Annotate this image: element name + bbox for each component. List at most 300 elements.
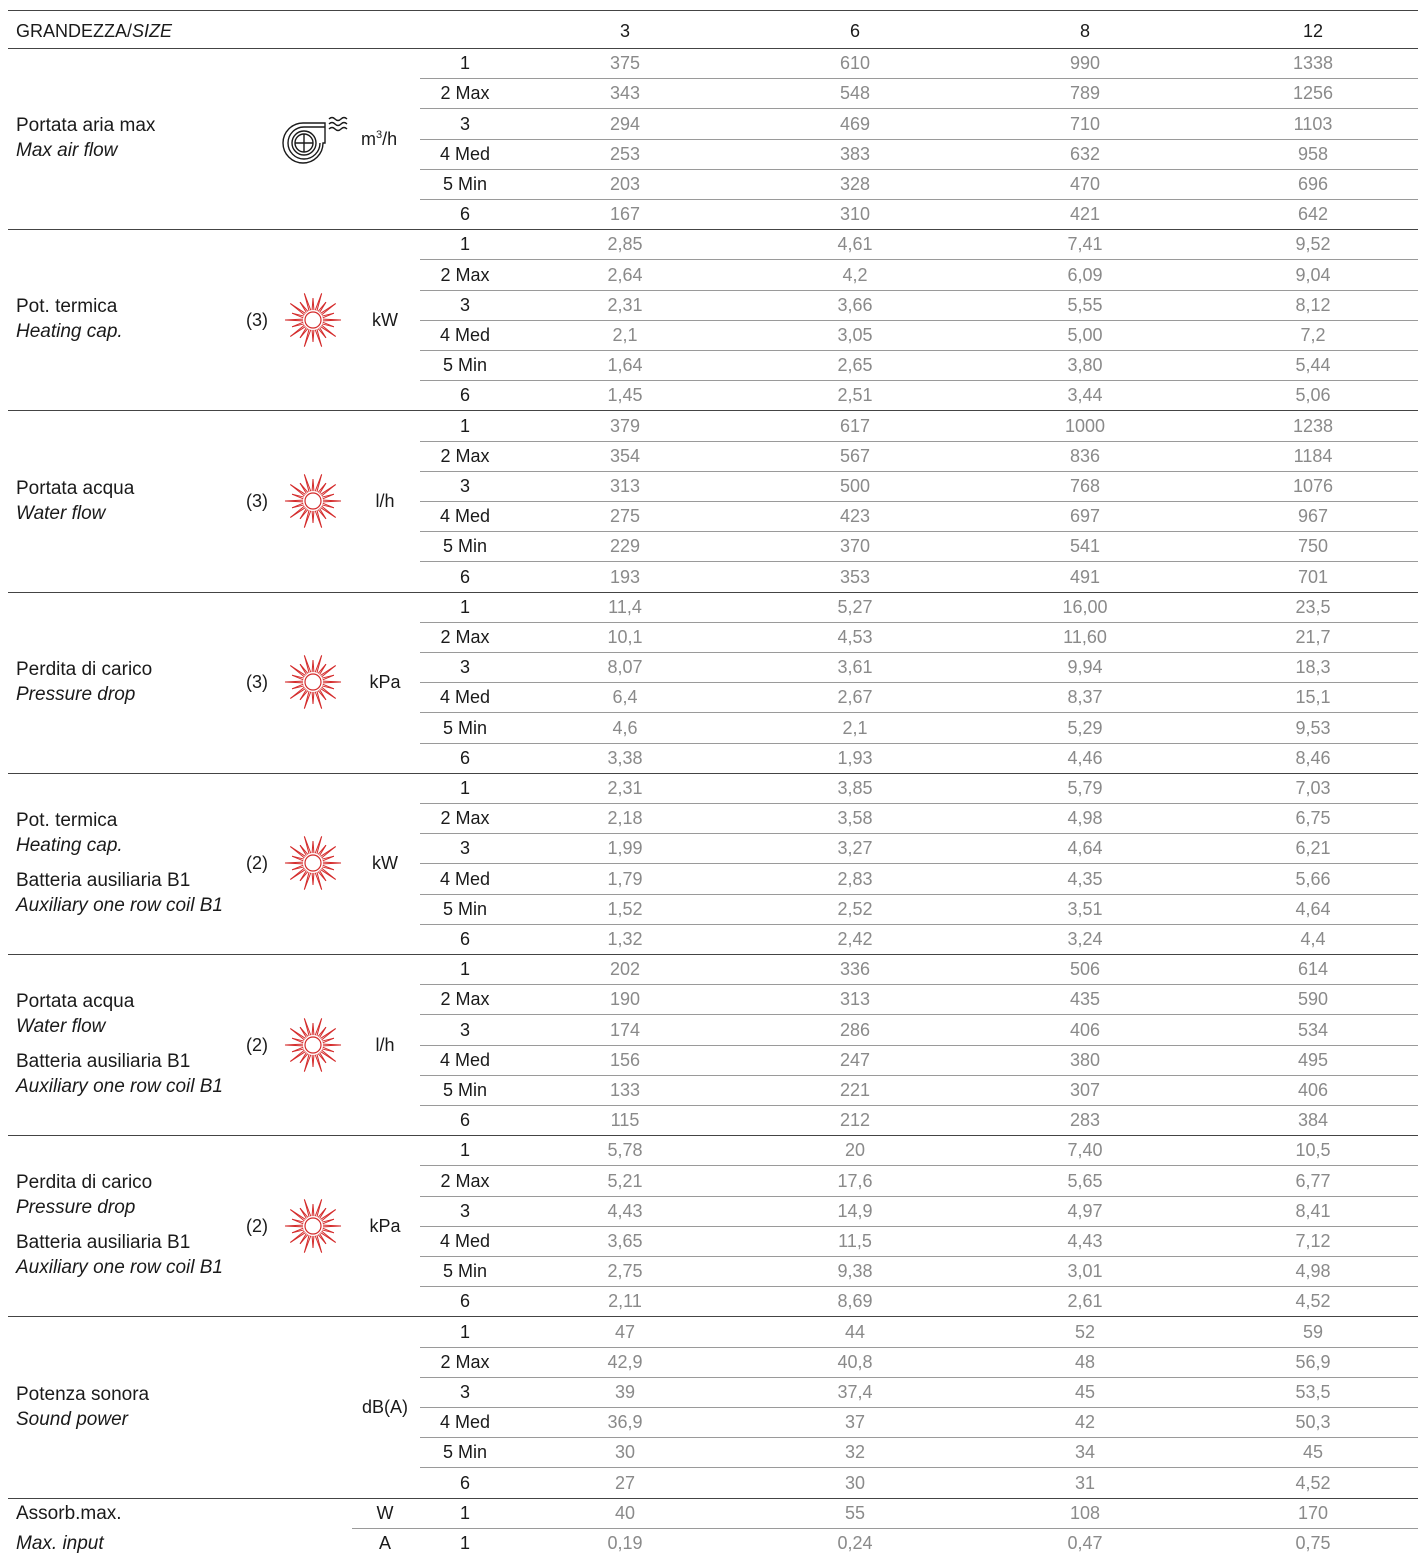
value-cell: 696 xyxy=(1297,173,1329,194)
sun-heating-icon xyxy=(281,1194,345,1258)
speed-label: 3 xyxy=(459,294,470,315)
value-cell: 115 xyxy=(610,1110,640,1131)
speed-label: 6 xyxy=(459,204,470,225)
value-cell: 174 xyxy=(609,1019,641,1040)
row-divider xyxy=(420,833,1418,834)
section-label-italic: Water flow xyxy=(16,1016,106,1038)
sun-heating-icon xyxy=(281,831,345,895)
value-cell: 353 xyxy=(839,566,871,587)
value-cell: 1184 xyxy=(1293,445,1333,466)
value-cell: 42 xyxy=(1074,1412,1096,1433)
speed-label: 2 Max xyxy=(440,445,490,466)
value-cell: 32 xyxy=(844,1442,866,1463)
value-cell: 3,05 xyxy=(837,324,873,345)
value-cell: 8,07 xyxy=(607,657,643,678)
value-cell: 247 xyxy=(839,1049,871,1070)
value-cell: 221 xyxy=(839,1079,871,1100)
value-cell: 170 xyxy=(1297,1502,1329,1523)
speed-label: 1 xyxy=(459,1140,470,1161)
unit-label: kW xyxy=(372,309,398,330)
speed-label: 6 xyxy=(459,1291,470,1312)
row-divider xyxy=(420,1256,1418,1257)
value-cell: 1238 xyxy=(1292,415,1334,436)
value-cell: 4,2 xyxy=(842,264,868,285)
unit-label: kPa xyxy=(369,1215,401,1236)
value-cell: 253 xyxy=(609,143,641,164)
row-divider xyxy=(420,1196,1418,1197)
value-cell: 1,99 xyxy=(607,838,643,859)
value-cell: 750 xyxy=(1297,536,1329,557)
row-divider xyxy=(420,78,1418,79)
value-cell: 375 xyxy=(609,53,641,74)
value-cell: 5,00 xyxy=(1067,324,1103,345)
speed-label: 6 xyxy=(459,1110,470,1131)
section-label: Potenza sonora xyxy=(16,1383,150,1405)
value-cell: 328 xyxy=(839,173,871,194)
speed-label: 1 xyxy=(459,234,470,255)
value-cell: 541 xyxy=(1069,536,1101,557)
value-cell: 31 xyxy=(1074,1472,1096,1493)
section-label-italic: Pressure drop xyxy=(16,1197,136,1219)
value-cell: 617 xyxy=(839,415,871,436)
value-cell: 7,40 xyxy=(1067,1140,1103,1161)
value-cell: 6,75 xyxy=(1295,808,1331,829)
value-cell: 380 xyxy=(1069,1049,1101,1070)
value-cell: 343 xyxy=(609,83,641,104)
size-header-label xyxy=(16,20,172,42)
value-cell: 6,4 xyxy=(612,687,638,708)
value-cell: 8,41 xyxy=(1295,1200,1331,1221)
row-divider xyxy=(420,1014,1418,1015)
row-divider xyxy=(420,350,1418,351)
value-cell: 1,79 xyxy=(607,868,643,889)
centrifugal-fan-icon xyxy=(273,113,353,169)
speed-label: 3 xyxy=(459,838,470,859)
value-cell: 9,52 xyxy=(1295,234,1331,255)
value-cell: 5,21 xyxy=(607,1170,643,1191)
speed-label: 5 Min xyxy=(442,536,487,557)
section-label: Batteria ausiliaria B1 xyxy=(16,1051,191,1073)
value-cell: 1,93 xyxy=(837,747,873,768)
row-divider xyxy=(420,682,1418,683)
value-cell: 3,44 xyxy=(1067,385,1103,406)
section-label-italic: Max. input xyxy=(16,1532,104,1554)
value-cell: 534 xyxy=(1297,1019,1329,1040)
value-cell: 2,31 xyxy=(607,777,643,798)
value-cell: 8,69 xyxy=(837,1291,873,1312)
row-divider xyxy=(420,380,1418,381)
value-cell: 1256 xyxy=(1292,83,1334,104)
value-cell: 500 xyxy=(839,475,871,496)
value-cell: 0,19 xyxy=(607,1532,643,1553)
value-cell: 5,79 xyxy=(1067,777,1103,798)
value-cell: 4,64 xyxy=(1295,898,1331,919)
value-cell: 548 xyxy=(839,83,871,104)
value-cell: 2,11 xyxy=(608,1291,642,1312)
value-cell: 4,64 xyxy=(1067,838,1103,859)
value-cell: 202 xyxy=(609,959,641,980)
section-label-italic: Water flow xyxy=(16,502,106,524)
row-divider xyxy=(420,803,1418,804)
value-cell: 37,4 xyxy=(837,1381,873,1402)
value-cell: 39 xyxy=(614,1381,636,1402)
value-cell: 5,78 xyxy=(607,1140,643,1161)
speed-label: 1 xyxy=(459,777,470,798)
value-cell: 5,29 xyxy=(1067,717,1103,738)
value-cell: 45 xyxy=(1074,1381,1096,1402)
row-divider xyxy=(8,410,1418,411)
value-cell: 3,27 xyxy=(837,838,873,859)
value-cell: 1,32 xyxy=(607,928,643,949)
value-cell: 307 xyxy=(1069,1079,1101,1100)
unit-label: kPa xyxy=(369,672,401,693)
speed-label: 5 Min xyxy=(442,1079,487,1100)
sun-heating-icon xyxy=(281,469,345,533)
value-cell: 9,53 xyxy=(1295,717,1331,738)
value-cell: 2,18 xyxy=(607,808,643,829)
condition-note: (3) xyxy=(246,672,268,693)
speed-label: 5 Min xyxy=(442,898,487,919)
value-cell: 10,5 xyxy=(1295,1140,1331,1161)
speed-label: 6 xyxy=(459,385,470,406)
speed-label: 1 xyxy=(459,1532,470,1553)
row-divider xyxy=(8,773,1418,774)
value-cell: 310 xyxy=(839,204,871,225)
row-divider xyxy=(8,10,1418,11)
value-cell: 8,12 xyxy=(1295,294,1331,315)
value-cell: 59 xyxy=(1302,1321,1324,1342)
section-label: Perdita di carico xyxy=(16,658,153,680)
section-label-italic: Heating cap. xyxy=(16,321,123,343)
value-cell: 156 xyxy=(609,1049,641,1070)
speed-label: 6 xyxy=(459,928,470,949)
value-cell: 8,37 xyxy=(1067,687,1103,708)
row-divider xyxy=(8,1498,1418,1499)
value-cell: 4,98 xyxy=(1295,1261,1331,1282)
value-cell: 370 xyxy=(839,536,871,557)
section-label-italic: Auxiliary one row coil B1 xyxy=(16,1257,223,1279)
value-cell: 48 xyxy=(1074,1351,1096,1372)
value-cell: 190 xyxy=(609,989,641,1010)
speed-label: 2 Max xyxy=(440,808,490,829)
speed-label: 4 Med xyxy=(439,1230,491,1251)
row-divider xyxy=(420,894,1418,895)
value-cell: 5,44 xyxy=(1295,355,1331,376)
value-cell: 3,01 xyxy=(1067,1261,1103,1282)
value-cell: 0,47 xyxy=(1067,1532,1103,1553)
value-cell: 193 xyxy=(609,566,641,587)
value-cell: 4,61 xyxy=(837,234,873,255)
value-cell: 4,43 xyxy=(607,1200,643,1221)
value-cell: 2,85 xyxy=(607,234,643,255)
value-cell: 30 xyxy=(844,1472,866,1493)
section-label-italic: Pressure drop xyxy=(16,683,136,705)
value-cell: 21,7 xyxy=(1295,626,1331,647)
speed-label: 2 Max xyxy=(440,264,490,285)
value-cell: 423 xyxy=(839,506,871,527)
unit-superscript: 3 xyxy=(376,128,383,141)
unit-label: l/h xyxy=(375,491,395,511)
condition-note: (2) xyxy=(246,1215,268,1236)
value-cell: 406 xyxy=(1297,1079,1329,1100)
value-cell: 9,04 xyxy=(1295,264,1331,285)
value-cell: 16,00 xyxy=(1062,596,1108,617)
speed-label: 5 Min xyxy=(442,1261,487,1282)
speed-label: 2 Max xyxy=(440,626,490,647)
value-cell: 2,67 xyxy=(837,687,873,708)
value-cell: 47 xyxy=(614,1321,636,1342)
value-cell: 421 xyxy=(1069,204,1101,225)
value-cell: 567 xyxy=(839,445,871,466)
value-cell: 36,9 xyxy=(607,1412,643,1433)
value-cell: 4,4 xyxy=(1300,928,1326,949)
row-divider xyxy=(420,1165,1418,1166)
value-cell: 610 xyxy=(839,53,871,74)
row-divider xyxy=(420,108,1418,109)
row-divider xyxy=(352,1528,1418,1529)
unit-label: kW xyxy=(372,853,398,874)
row-divider xyxy=(420,743,1418,744)
speed-label: 2 Max xyxy=(440,1170,490,1191)
value-cell: 30 xyxy=(614,1442,636,1463)
unit-tail: /h xyxy=(382,128,398,149)
row-divider xyxy=(420,863,1418,864)
row-divider xyxy=(420,1377,1418,1378)
value-cell: 3,38 xyxy=(607,747,643,768)
value-cell: 3,65 xyxy=(607,1230,643,1251)
speed-label: 3 xyxy=(459,113,470,134)
value-cell: 0,75 xyxy=(1295,1532,1331,1553)
speed-label: 1 xyxy=(459,596,470,617)
section-label: Pot. termica xyxy=(16,296,118,318)
unit-label: dB(A) xyxy=(361,1397,408,1417)
value-cell: 491 xyxy=(1069,566,1101,587)
row-divider xyxy=(420,259,1418,260)
value-cell: 9,94 xyxy=(1067,657,1103,678)
value-cell: 6,77 xyxy=(1295,1170,1331,1191)
value-cell: 5,06 xyxy=(1295,385,1331,406)
value-cell: 697 xyxy=(1069,506,1101,527)
section-label-italic: Sound power xyxy=(16,1408,128,1430)
section-label: Batteria ausiliaria B1 xyxy=(16,1232,191,1254)
value-cell: 17,6 xyxy=(837,1170,873,1191)
speed-label: 5 Min xyxy=(442,717,487,738)
unit-label: l/h xyxy=(375,1034,395,1055)
unit-label xyxy=(361,128,397,150)
value-cell: 590 xyxy=(1297,989,1329,1010)
row-divider xyxy=(420,501,1418,502)
value-cell: 7,12 xyxy=(1295,1230,1331,1251)
speed-label: 4 Med xyxy=(439,324,491,345)
speed-label: 4 Med xyxy=(439,868,491,889)
value-cell: 379 xyxy=(609,415,641,436)
value-cell: 2,75 xyxy=(607,1261,643,1282)
value-cell: 108 xyxy=(1069,1502,1101,1523)
value-cell: 0,24 xyxy=(837,1532,873,1553)
value-cell: 56,9 xyxy=(1295,1351,1331,1372)
value-cell: 4,98 xyxy=(1067,808,1103,829)
value-cell: 3,66 xyxy=(837,294,873,315)
value-cell: 45 xyxy=(1302,1442,1324,1463)
section-label: Batteria ausiliaria B1 xyxy=(16,869,191,891)
value-cell: 5,55 xyxy=(1067,294,1103,315)
section-label: Assorb.max. xyxy=(16,1502,122,1524)
value-cell: 5,27 xyxy=(837,596,873,617)
row-divider xyxy=(420,1075,1418,1076)
value-cell: 4,97 xyxy=(1067,1200,1103,1221)
speed-label: 5 Min xyxy=(442,1442,487,1463)
value-cell: 11,4 xyxy=(608,596,642,617)
value-cell: 384 xyxy=(1297,1110,1329,1131)
row-divider xyxy=(8,592,1418,593)
size-label: GRANDEZZA/ xyxy=(16,21,133,41)
value-cell: 9,38 xyxy=(837,1261,873,1282)
value-cell: 34 xyxy=(1074,1442,1096,1463)
speed-label: 4 Med xyxy=(439,143,491,164)
row-divider xyxy=(420,531,1418,532)
condition-note: (2) xyxy=(246,853,268,874)
speed-label: 1 xyxy=(459,53,470,74)
value-cell: 383 xyxy=(839,143,871,164)
value-cell: 7,2 xyxy=(1300,324,1326,345)
section-label: Portata acqua xyxy=(16,991,135,1013)
value-cell: 710 xyxy=(1069,113,1101,134)
row-divider xyxy=(420,441,1418,442)
value-cell: 44 xyxy=(844,1321,866,1342)
row-divider xyxy=(420,290,1418,291)
value-cell: 11,60 xyxy=(1063,626,1107,647)
row-divider xyxy=(420,1045,1418,1046)
value-cell: 506 xyxy=(1069,959,1101,980)
value-cell: 4,52 xyxy=(1295,1472,1331,1493)
row-divider xyxy=(420,984,1418,985)
condition-note: (3) xyxy=(246,309,268,330)
speed-label: 3 xyxy=(459,1200,470,1221)
value-cell: 967 xyxy=(1297,506,1329,527)
condition-note: (3) xyxy=(246,491,268,511)
value-cell: 283 xyxy=(1069,1110,1101,1131)
value-cell: 4,46 xyxy=(1067,747,1103,768)
speed-label: 1 xyxy=(459,1321,470,1342)
value-cell: 4,52 xyxy=(1295,1291,1331,1312)
speed-label: 5 Min xyxy=(442,173,487,194)
speed-label: 4 Med xyxy=(439,506,491,527)
value-cell: 286 xyxy=(839,1019,871,1040)
value-cell: 2,61 xyxy=(1067,1291,1103,1312)
value-cell: 4,35 xyxy=(1067,868,1103,889)
value-cell: 469 xyxy=(839,113,871,134)
value-cell: 4,53 xyxy=(837,626,873,647)
size-column-header: 8 xyxy=(1079,21,1090,41)
value-cell: 2,83 xyxy=(837,868,873,889)
value-cell: 642 xyxy=(1297,204,1329,225)
row-divider xyxy=(420,199,1418,200)
value-cell: 6,09 xyxy=(1067,264,1103,285)
value-cell: 2,64 xyxy=(607,264,643,285)
speed-label: 3 xyxy=(459,475,470,496)
value-cell: 3,61 xyxy=(837,657,873,678)
value-cell: 958 xyxy=(1297,143,1329,164)
row-divider xyxy=(420,561,1418,562)
section-label: Pot. termica xyxy=(16,809,118,831)
unit-base: m xyxy=(361,128,376,149)
row-divider xyxy=(420,1467,1418,1468)
value-cell: 6,21 xyxy=(1295,838,1331,859)
section-label: Portata acqua xyxy=(16,477,135,499)
unit-label: W xyxy=(376,1502,394,1523)
row-divider xyxy=(420,1437,1418,1438)
speed-label: 2 Max xyxy=(440,83,490,104)
speed-label: 3 xyxy=(459,1019,470,1040)
row-divider xyxy=(420,1347,1418,1348)
value-cell: 990 xyxy=(1069,53,1101,74)
speed-label: 4 Med xyxy=(439,1412,491,1433)
row-divider xyxy=(420,1226,1418,1227)
value-cell: 406 xyxy=(1069,1019,1101,1040)
value-cell: 27 xyxy=(614,1472,636,1493)
value-cell: 203 xyxy=(609,173,641,194)
value-cell: 8,46 xyxy=(1295,747,1331,768)
row-divider xyxy=(420,139,1418,140)
value-cell: 37 xyxy=(844,1412,866,1433)
value-cell: 10,1 xyxy=(607,626,643,647)
value-cell: 18,3 xyxy=(1295,657,1331,678)
value-cell: 701 xyxy=(1297,566,1329,587)
value-cell: 294 xyxy=(609,113,641,134)
value-cell: 42,9 xyxy=(607,1351,643,1372)
value-cell: 3,85 xyxy=(837,777,873,798)
row-divider xyxy=(8,954,1418,955)
condition-note: (2) xyxy=(246,1034,268,1055)
row-divider xyxy=(420,712,1418,713)
row-divider xyxy=(420,622,1418,623)
value-cell: 768 xyxy=(1069,475,1101,496)
value-cell: 7,03 xyxy=(1295,777,1331,798)
value-cell: 11,5 xyxy=(838,1230,872,1251)
row-divider xyxy=(420,1286,1418,1287)
row-divider xyxy=(8,1135,1418,1136)
value-cell: 5,65 xyxy=(1067,1170,1103,1191)
value-cell: 789 xyxy=(1069,83,1101,104)
value-cell: 632 xyxy=(1069,143,1101,164)
value-cell: 313 xyxy=(839,989,871,1010)
size-column-header: 12 xyxy=(1302,21,1324,41)
speed-label: 6 xyxy=(459,1472,470,1493)
speed-label: 3 xyxy=(459,1381,470,1402)
speed-label: 2 Max xyxy=(440,989,490,1010)
speed-label: 4 Med xyxy=(439,1049,491,1070)
size-label-italic: SIZE xyxy=(132,21,173,41)
value-cell: 1076 xyxy=(1292,475,1334,496)
value-cell: 1,45 xyxy=(607,385,643,406)
value-cell: 3,80 xyxy=(1067,355,1103,376)
row-divider xyxy=(8,1316,1418,1317)
value-cell: 2,52 xyxy=(837,898,873,919)
value-cell: 15,1 xyxy=(1295,687,1331,708)
size-column-header: 6 xyxy=(849,21,860,41)
size-column-header: 3 xyxy=(619,21,630,41)
value-cell: 23,5 xyxy=(1295,596,1331,617)
value-cell: 14,9 xyxy=(837,1200,873,1221)
sun-heating-icon xyxy=(281,650,345,714)
value-cell: 2,51 xyxy=(837,385,873,406)
speed-label: 1 xyxy=(459,1502,470,1523)
value-cell: 4,6 xyxy=(612,717,638,738)
value-cell: 1,64 xyxy=(607,355,643,376)
speed-label: 6 xyxy=(459,566,470,587)
value-cell: 2,31 xyxy=(607,294,643,315)
section-label: Portata aria max xyxy=(16,115,156,137)
